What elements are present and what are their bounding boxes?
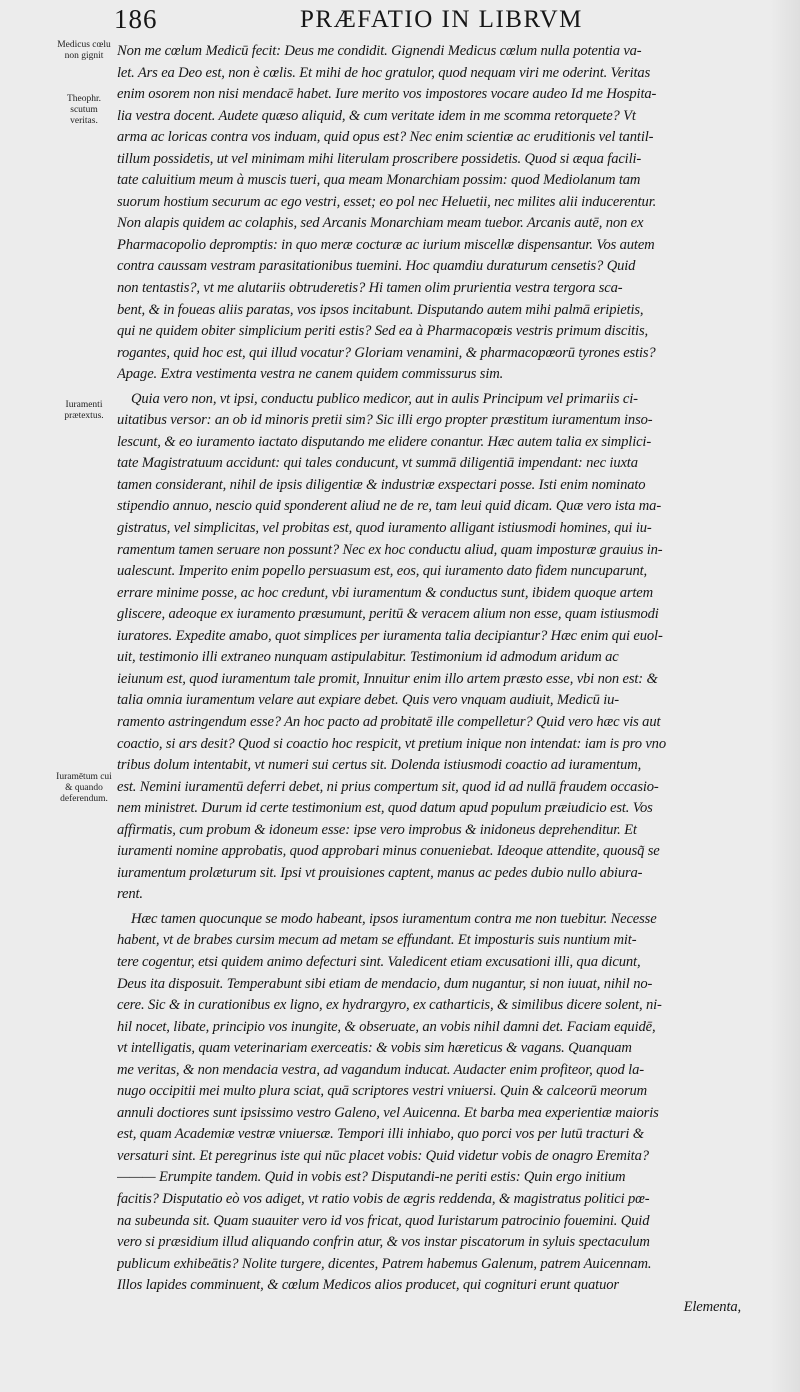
text-line: Non me cœlum Medicū fecit: Deus me condidit. Gignendi Medicus cœlum nulla potentia va- bbox=[117, 43, 642, 59]
text-line: nem ministret. Durum id certe testimonium est, quod datum apud populum præiudicio est. Vos bbox=[117, 800, 653, 817]
text-line: bent, & in foueas aliis paratas, vos ipsos incitabunt. Disputando autem mihi palmā eripietis, bbox=[117, 301, 644, 318]
text-line: vt intelligatis, quam veterinariam exerceatis: & vobis sim hæreticus & vagans. Quanquam bbox=[117, 1040, 632, 1057]
text-line: enim osorem non nisi mendacē habet. Iure merito vos impostores vocare audeo Id me Hospita- bbox=[117, 86, 657, 103]
text-line: let. Ars ea Deo est, non è cœlis. Et mihi de hoc gratulor, quod nequam viri me oderint. Veritas bbox=[117, 64, 651, 81]
text-line: lia vestra docent. Audete quæso aliquid, & cum veritate idem in me scomma retorquete? Vt bbox=[117, 107, 636, 124]
text-line: tate caluitium meum à muscis tueri, qua meam Monarchiam possim: quod Mediolanum tam bbox=[117, 172, 641, 189]
text-line: rent. bbox=[117, 886, 143, 903]
text-line: Deus ita disposuit. Temperabunt sibi etiam de mendacio, dum nugantur, si non iuuat, nihil no- bbox=[117, 975, 653, 992]
text-line: ——— Erumpite tandem. Quid in vobis est? Disputandi-ne periti estis: Quin ergo initium bbox=[117, 1169, 626, 1186]
page-number: 186 bbox=[114, 4, 158, 34]
text-line: Illos lapides comminuent, & cœlum Medicos alios producet, qui cognituri erunt quatuor bbox=[117, 1277, 619, 1294]
text-line: Hæc tamen quocunque se modo habeant, ipsos iuramentum contra me non tuebitur. Necesse bbox=[131, 910, 657, 927]
text-line: iuramentum prolæturum sit. Ipsi vt prouisiones captent, manus ac pedes dubio nullo abiura- bbox=[117, 864, 643, 881]
text-line: Pharmacopolio depromptis: in quo meræ cocturæ ac iurium miscellæ dispensantur. Vos autem bbox=[117, 236, 655, 253]
text-line: cere. Sic & in curationibus ex ligno, ex hydrargyro, ex catharticis, & similibus dicere solent, ni- bbox=[117, 997, 662, 1014]
text-line: stipendio annuo, nescio quid sponderent aliud ne de re, tam leui quid dicam. Quæ vero ista ma- bbox=[117, 498, 662, 515]
text-line: ualescunt. Imperito enim popello persuasum est, eos, qui iuramento dato fidem nuncuparunt, bbox=[117, 563, 648, 580]
text-line: ramento astringendum esse? An hoc pacto ad probitatē ille compelletur? Quid vero hæc vis aut bbox=[117, 713, 661, 730]
text-line: uitatibus versor: an ob id minoris pretii sim? Sic illi ergo propter præstitum iuramentum inso- bbox=[117, 412, 653, 429]
margin-note: Iuramētum cui & quando deferendum. bbox=[56, 772, 112, 804]
text-line: contra caussam vestram parasitationibus tuemini. Hoc quamdiu duraturum censetis? Quid bbox=[117, 258, 636, 275]
text-line: coactio, si ars desit? Quod si coactio hoc respicit, vt pretium inique non intendat: iam is pro vno bbox=[117, 735, 666, 752]
text-line: annuli doctiores sunt ipsissimo vestro Galeno, vel Auicenna. Et barba mea experientiæ maioris bbox=[117, 1104, 659, 1121]
text-line: na subeunda sit. Quam suauiter vero id vos fricat, quod Iuristarum patrocinio fouemini. Quid bbox=[117, 1212, 650, 1229]
text-line: affirmatis, cum probum & idoneum esse: ipse vero improbus & inidoneus deprehenditur. Et bbox=[117, 821, 637, 838]
margin-notes bbox=[0, 0, 112, 1392]
text-line: rogantes, quid hoc est, qui illud vocatur? Gloriam venamini, & pharmacopœorū tyrones estis? bbox=[117, 344, 656, 361]
text-line: tamen considerant, nihil de ipsis diligentiæ & industriæ exspectari posse. Isti enim nominato bbox=[117, 476, 646, 493]
text-line: vero si præsidium illud aliquando confrin atur, & vos instar piscatorum in syluis spectaculum bbox=[117, 1234, 650, 1251]
text-line: ramentum tamen seruare non possunt? Nec ex hoc conductu aliud, quam imposturæ grauius in- bbox=[117, 541, 663, 558]
text-line: tillum possidetis, ut vel minimam mihi literulam proscribere possidetis. Quod si æqua facili- bbox=[117, 150, 642, 167]
text-line: suorum hostium securum ac ego vestri, esset; eo pol nec Heluetii, nec milites alii inducerentur. bbox=[117, 193, 657, 210]
text-line: tere cogentur, etsi quidem animo defecturi sint. Valedicent etiam excusationi illi, qua dicunt, bbox=[117, 953, 641, 970]
text-line: lescunt, & eo iuramento iactato disputando me elidere conantur. Hæc autem talia ex simplici- bbox=[117, 433, 652, 450]
text-line: publicum exhibeātis? Nolite turgere, dicentes, Patrem habemus Galenum, patrem Auicennam. bbox=[117, 1255, 652, 1272]
text-line: tate Magistratuum accidunt: qui tales conducunt, vt summā diligentiā impendant: nec iuxta bbox=[117, 455, 638, 472]
text-line: me veritas, & non mendacia vestra, ad vagandum inducat. Audacter enim profiteor, quod la- bbox=[117, 1061, 644, 1078]
text-line: Non alapis quidem ac colaphis, sed Arcanis Monarchiam meam tuebor. Arcanis autē, non ex bbox=[117, 215, 644, 232]
text-line: uit, testimonio illi extraneo nunquam astipulabitur. Testimonium id admodum aridum ac bbox=[117, 649, 619, 666]
margin-note: Medicus cœlu non gignit bbox=[57, 40, 111, 61]
text-line: gliscere, adeoque ex iuramento præsumunt, peritū & veracem alium non esse, quam istiusmodi bbox=[117, 606, 659, 623]
catchword: Elementa, bbox=[683, 1298, 741, 1315]
text-line: tribus dolum intentabit, vt numeri sui certus sit. Dolenda istiusmodi coactio ad iuramentum, bbox=[117, 757, 642, 774]
text-line: est. Nemini iuramentū deferri debet, ni prius compertum sit, quod id ad nullā fraudem occasio- bbox=[117, 778, 659, 795]
text-line: iuratores. Expedite amabo, quot simplices per iuramenta talia decipiantur? Hæc enim qui euol- bbox=[117, 627, 663, 644]
margin-note: Iuramenti prætextus. bbox=[64, 400, 104, 421]
text-line: errare minime posse, ac hoc credunt, vbi iuramentum & conductus sunt, ibidem quoque artem bbox=[117, 584, 653, 601]
page-header bbox=[0, 0, 800, 44]
text-line: versaturi sint. Et peregrinus iste qui nūc placet vobis: Quid videtur vobis de onagro Eremita? bbox=[117, 1147, 649, 1164]
text-line: iuramenti nomine approbatis, quod approbari minus conueniebat. Ideoque attendite, quousq̃ se bbox=[117, 843, 660, 860]
text-line: arma ac loricas contra vos induam, quid opus est? Nec enim scientiæ ac eruditionis vel tantil- bbox=[117, 129, 654, 146]
margin-note: Theophr. scutum veritas. bbox=[66, 94, 102, 126]
text-line: non tentastis?, vt me alutariis obtruderetis? Hi tamen olim prurientia vestra tergora sca- bbox=[117, 280, 623, 297]
text-line: habent, vt de brabes cursim mecum ad metam se effundant. Et imposturis suis nuntium mit- bbox=[117, 932, 637, 949]
text-line: hil nocet, libate, principio vos inungite, & obseruate, an vobis nihil damni det. Faciam equidē, bbox=[117, 1018, 656, 1035]
text-line: talia omnia iuramentum velare aut expiare debet. Quis vero vnquam audiuit, Medicū iu- bbox=[117, 692, 619, 709]
text-line: gistratus, vel simplicitas, vel probitas est, quod iuramento alligant istiusmodi homines, qui iu- bbox=[117, 520, 652, 537]
text-line: facitis? Disputatio eò vos adiget, vt ratio vobis de ægris reddenda, & magistratus politici pœ- bbox=[117, 1190, 650, 1207]
text-line: est, quam Academiæ vestræ vniuersæ. Tempori illi inhiabo, quo porci vos per lutū tracturi & bbox=[117, 1126, 644, 1143]
body-text bbox=[117, 41, 741, 1376]
text-line: Quia vero non, vt ipsi, conductu publico medicor, aut in aulis Principum vel primariis ci- bbox=[131, 390, 638, 407]
running-title: PRÆFATIO IN LIBRVM bbox=[300, 6, 583, 33]
text-line: nugo occipitii mei multo plura sciat, quā scriptores vestri vniuersi. Quin & calceorū meorum bbox=[117, 1083, 648, 1100]
text-line: Apage. Extra vestimenta vestra ne canem quidem commissurus sim. bbox=[117, 366, 504, 383]
text-line: qui ne quidem obiter simplicium periti estis? Sed ea à Pharmacopœis vestris primum discitis, bbox=[117, 323, 648, 340]
page-edge-shadow bbox=[770, 0, 800, 1392]
text-line: ieiunum est, quod iuramentum tale promit, Innuitur enim illo artem præsto esse, vbi non est: & bbox=[117, 670, 658, 687]
